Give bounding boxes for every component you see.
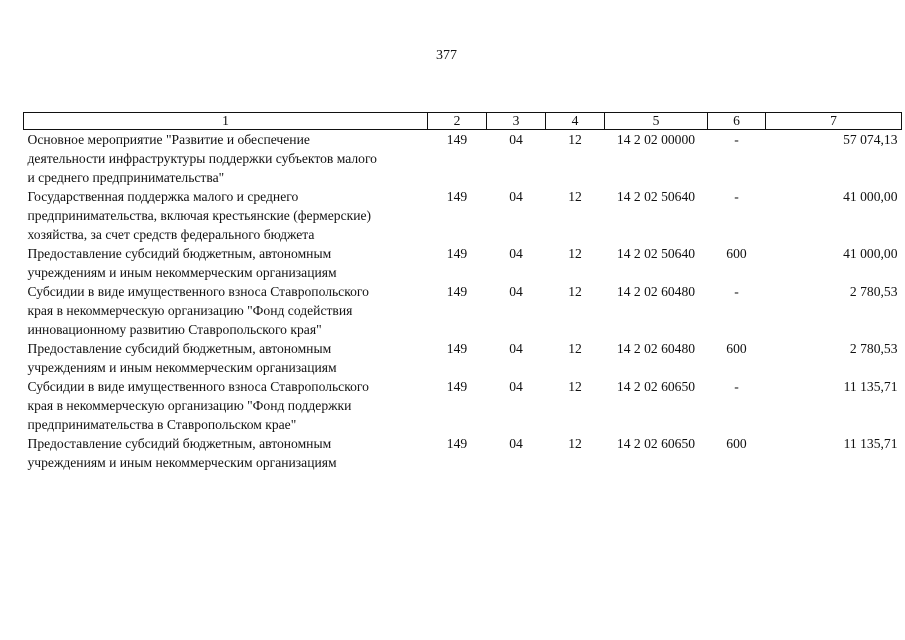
row-section: 04	[509, 284, 523, 299]
row-admin: 149	[446, 189, 468, 204]
name-line: предпринимательства в Ставропольском крае"	[27, 417, 297, 432]
row-expense-type: -	[734, 379, 739, 394]
header-col-2: 2	[428, 113, 487, 130]
row-target: 14 2 02 60650	[616, 379, 696, 394]
row-target: 14 2 02 60480	[616, 341, 696, 356]
header-col-3: 3	[487, 113, 546, 130]
row-amount: 11 135,71	[843, 436, 898, 451]
table-body	[24, 130, 902, 473]
name-line: Предоставление субсидий бюджетным, автономным	[27, 436, 332, 451]
table-row	[24, 244, 902, 282]
table-row	[24, 377, 902, 434]
row-target: 14 2 02 60480	[616, 284, 696, 299]
row-target: 14 2 02 60650	[616, 436, 696, 451]
row-subsection: 12	[568, 132, 582, 147]
name-line: инновационному развитию Ставропольского края"	[27, 322, 322, 337]
row-subsection: 12	[568, 189, 582, 204]
name-line: хозяйства, за счет средств федерального бюджета	[27, 227, 315, 242]
row-admin: 149	[446, 379, 468, 394]
row-section: 04	[509, 379, 523, 394]
budget-table	[23, 112, 902, 472]
name-line: деятельности инфраструктуры поддержки субъектов малого	[27, 151, 377, 166]
row-subsection: 12	[568, 246, 582, 261]
row-expense-type: 600	[726, 341, 747, 356]
row-section: 04	[509, 436, 523, 451]
table-row	[24, 187, 902, 244]
name-line: Субсидии в виде имущественного взноса Ставропольского	[27, 284, 369, 299]
header-col-6: 6	[708, 113, 766, 130]
row-section: 04	[509, 132, 523, 147]
row-amount: 57 074,13	[843, 132, 898, 147]
row-subsection: 12	[568, 341, 582, 356]
row-expense-type: 600	[726, 246, 747, 261]
row-admin: 149	[446, 341, 468, 356]
table-header	[24, 113, 902, 130]
row-admin: 149	[446, 284, 468, 299]
row-target: 14 2 02 00000	[616, 132, 696, 147]
row-subsection: 12	[568, 284, 582, 299]
row-target: 14 2 02 50640	[616, 189, 696, 204]
row-admin: 149	[446, 132, 468, 147]
row-section: 04	[509, 189, 523, 204]
row-amount: 41 000,00	[843, 246, 898, 261]
row-subsection: 12	[568, 379, 582, 394]
table-row	[24, 130, 902, 188]
table-row	[24, 339, 902, 377]
name-line: учреждениям и иным некоммерческим организациям	[27, 360, 337, 375]
row-amount: 2 780,53	[849, 284, 898, 299]
row-name	[24, 282, 428, 339]
header-col-5: 5	[605, 113, 708, 130]
row-amount: 11 135,71	[843, 379, 898, 394]
row-expense-type: -	[734, 284, 739, 299]
name-line: Государственная поддержка малого и среднего	[27, 189, 299, 204]
header-col-4: 4	[546, 113, 605, 130]
name-line: учреждениям и иным некоммерческим организациям	[27, 455, 337, 470]
table-row	[24, 282, 902, 339]
header-col-7: 7	[766, 113, 902, 130]
name-line: и среднего предпринимательства"	[27, 170, 225, 185]
name-line: Предоставление субсидий бюджетным, автономным	[27, 246, 332, 261]
row-amount: 2 780,53	[849, 341, 898, 356]
row-expense-type: -	[734, 132, 739, 147]
row-section: 04	[509, 341, 523, 356]
name-line: края в некоммерческую организацию "Фонд содействия	[27, 303, 353, 318]
row-subsection: 12	[568, 436, 582, 451]
row-name	[24, 377, 428, 434]
name-line: края в некоммерческую организацию "Фонд поддержки	[27, 398, 352, 413]
row-target: 14 2 02 50640	[616, 246, 696, 261]
row-name	[24, 434, 428, 472]
name-line: предпринимательства, включая крестьянские (фермерские)	[27, 208, 372, 223]
row-admin: 149	[446, 436, 468, 451]
row-name	[24, 339, 428, 377]
row-amount: 41 000,00	[843, 189, 898, 204]
name-line: Предоставление субсидий бюджетным, автономным	[27, 341, 332, 356]
header-row	[24, 113, 902, 130]
name-line: учреждениям и иным некоммерческим организациям	[27, 265, 337, 280]
header-col-1: 1	[24, 113, 428, 130]
row-name	[24, 130, 428, 188]
row-name	[24, 244, 428, 282]
row-section: 04	[509, 246, 523, 261]
row-expense-type: 600	[726, 436, 747, 451]
row-name	[24, 187, 428, 244]
name-line: Субсидии в виде имущественного взноса Ставропольского	[27, 379, 369, 394]
name-line: Основное мероприятие "Развитие и обеспечение	[27, 132, 310, 147]
table-row	[24, 434, 902, 472]
row-admin: 149	[446, 246, 468, 261]
page-number: 377	[436, 48, 457, 63]
row-expense-type: -	[734, 189, 739, 204]
